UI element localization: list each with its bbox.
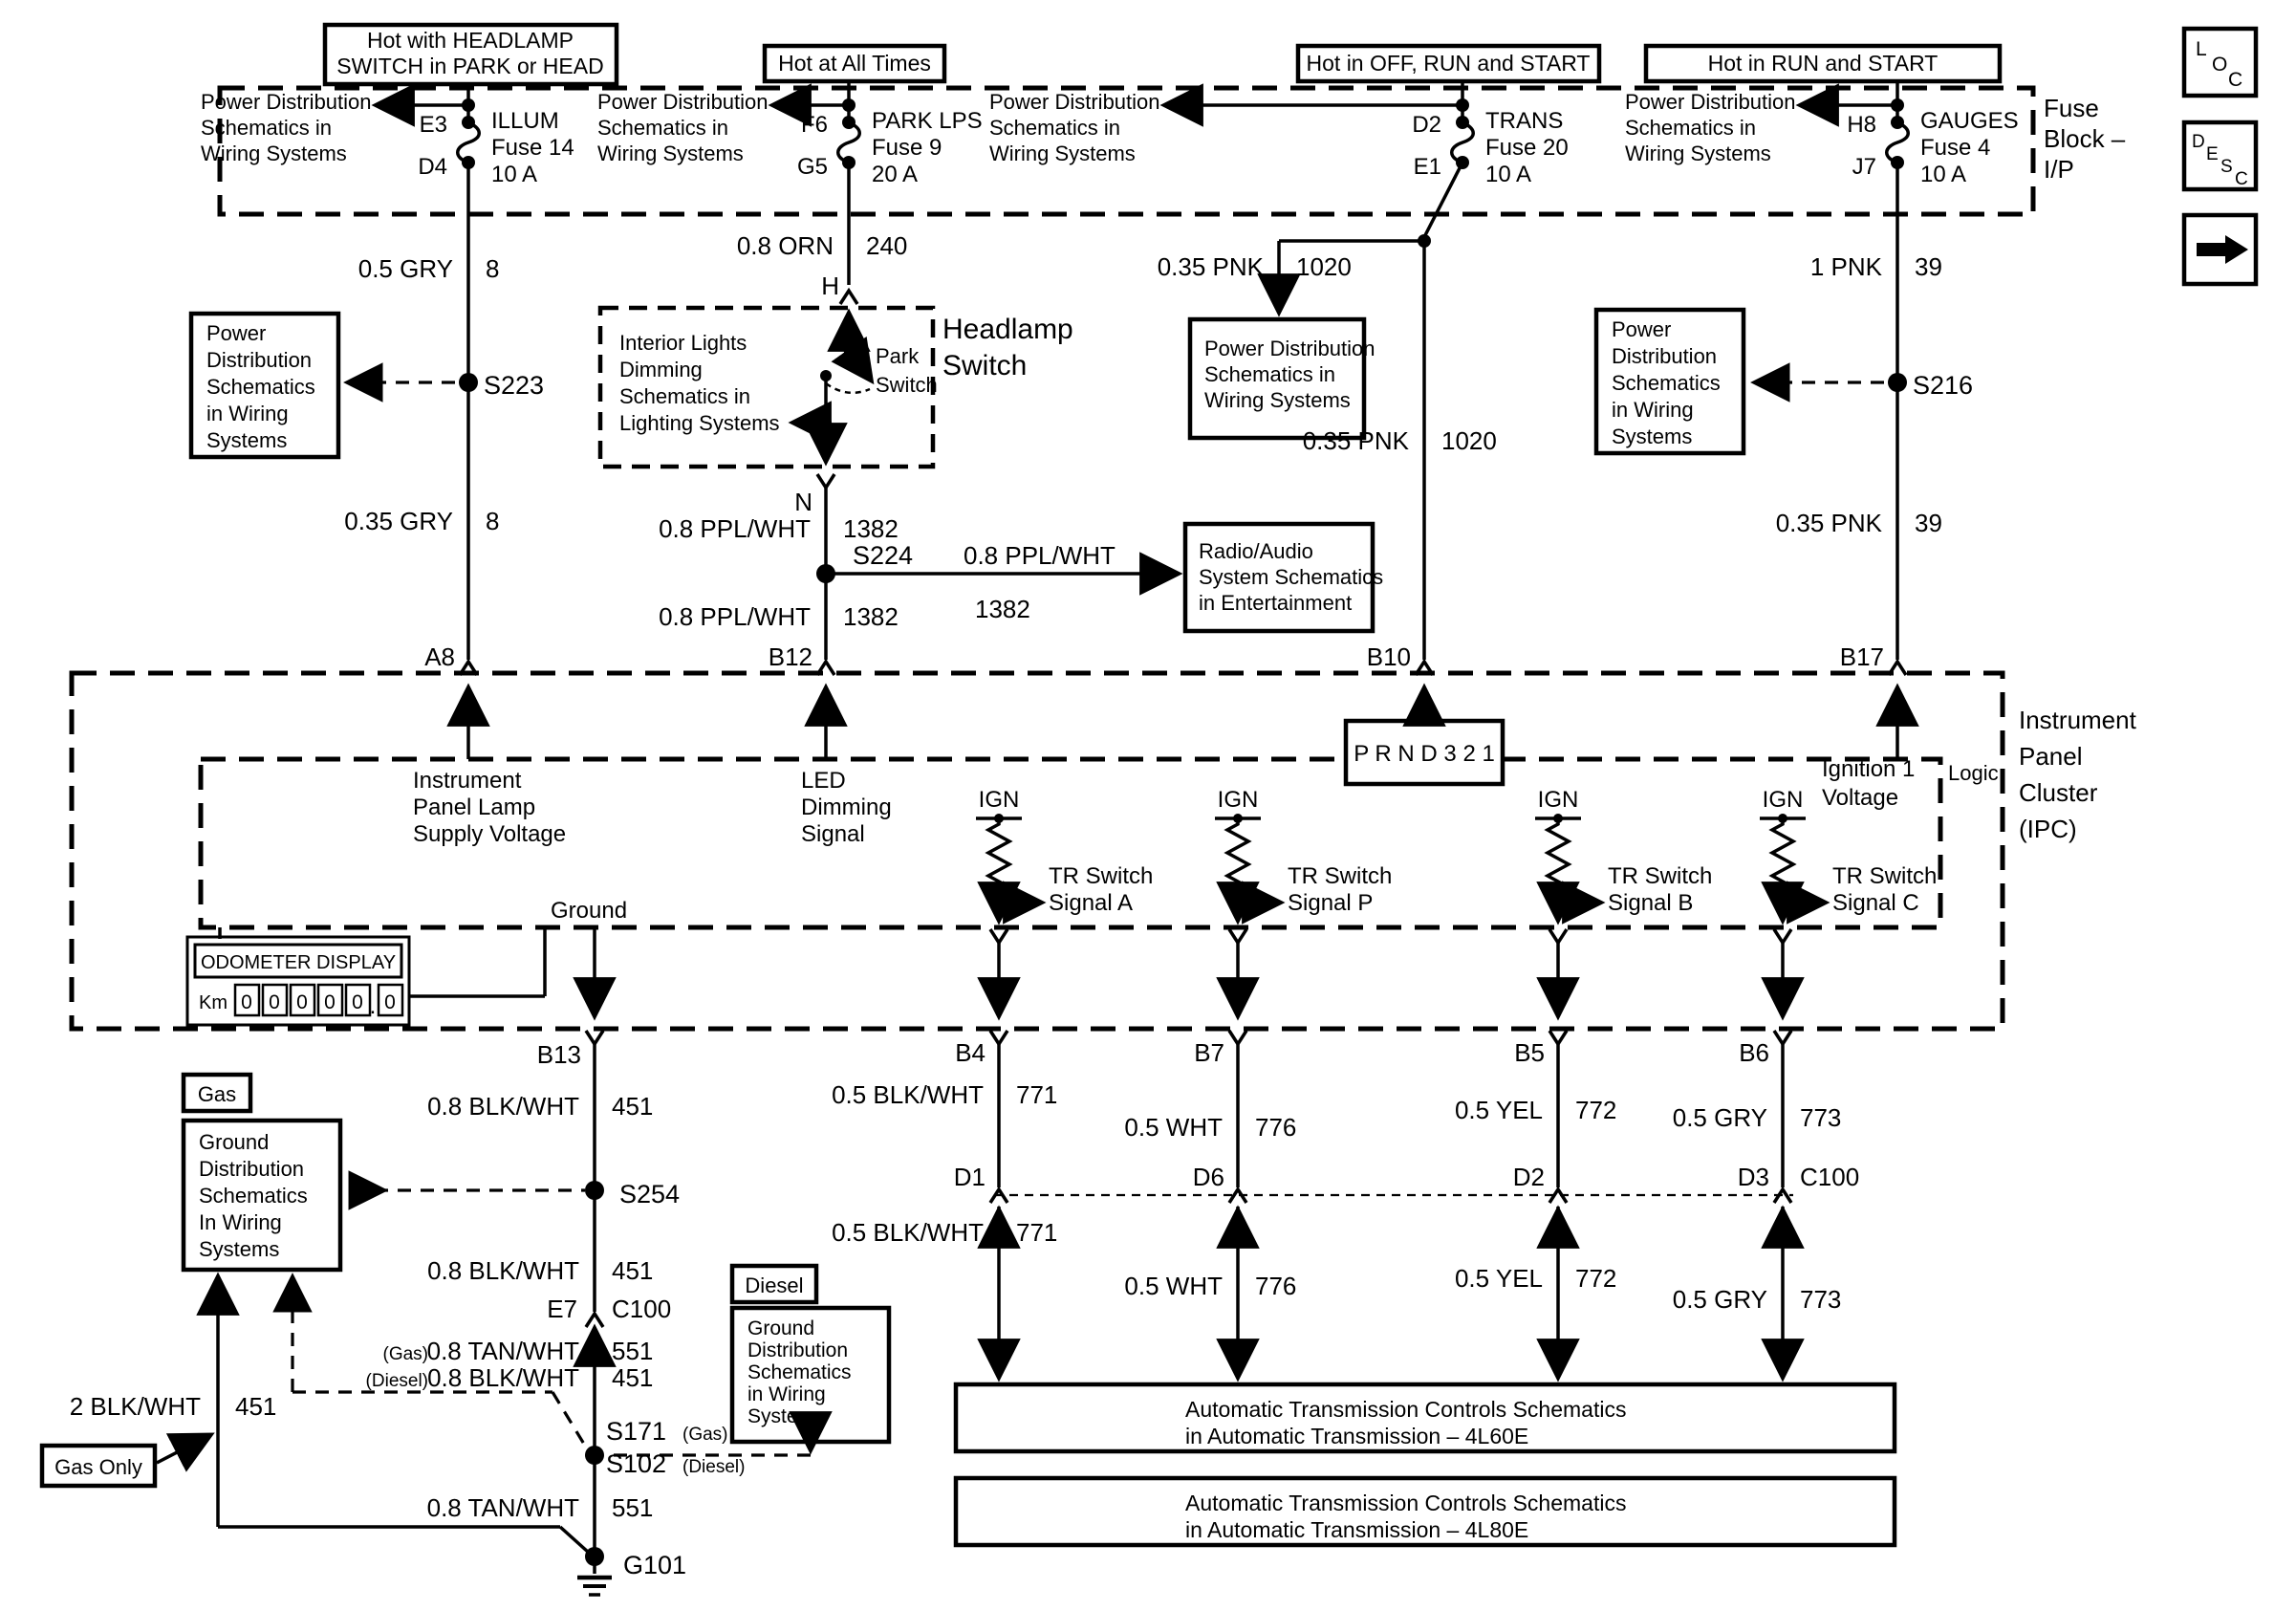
ipc-title: Cluster	[2019, 778, 2098, 807]
labels	[54, 28, 2248, 1579]
ipc-signal-label: Voltage	[1822, 785, 1899, 811]
headlamp-switch-label: Switch	[942, 350, 1028, 381]
splice-label: S102	[606, 1449, 667, 1478]
wire-label: 0.5 BLK/WHT	[832, 1080, 984, 1109]
ipc-signal-label: Supply Voltage	[413, 821, 567, 847]
fuse-pin: J7	[1852, 154, 1876, 180]
wire-label: 0.35 GRY	[344, 507, 453, 535]
tr-signal-label: Signal P	[1288, 890, 1374, 916]
wire-label: 773	[1800, 1285, 1842, 1314]
wire-label: 0.5 YEL	[1454, 1264, 1543, 1293]
splice-tag: (Gas)	[682, 1425, 728, 1445]
pin-label: B6	[1739, 1038, 1769, 1067]
fuse-name: GAUGES	[1920, 108, 2019, 134]
trans-note: in Automatic Transmission – 4L60E	[1185, 1424, 1529, 1448]
loc-icon-letter: L	[2196, 38, 2207, 60]
ipc-title: Panel	[2019, 742, 2083, 771]
gd-note-diesel: Ground	[747, 1317, 815, 1339]
tr-signal-label: TR Switch	[1832, 863, 1938, 889]
ipc-title: Instrument	[2019, 706, 2136, 734]
pin-label: B17	[1839, 642, 1884, 671]
park-switch-label: Park	[876, 344, 920, 368]
hot-label: Hot in OFF, RUN and START	[1306, 51, 1591, 76]
pd-note-tall: Schematics	[206, 375, 315, 399]
pd-note-tall: Systems	[206, 428, 288, 452]
pin-label: B4	[955, 1038, 986, 1067]
wire-label: 772	[1575, 1096, 1617, 1124]
wire-label: 551	[612, 1337, 654, 1365]
tr-signal-label: Signal B	[1608, 890, 1694, 916]
splice-label: S171	[606, 1417, 667, 1446]
wire-label: 0.8 PPL/WHT	[964, 541, 1116, 570]
wire-label: 551	[612, 1493, 654, 1522]
pd-note: Power Distribution	[597, 90, 769, 114]
gd-note-diesel: Distribution	[747, 1339, 849, 1361]
gd-note-gas: Systems	[199, 1237, 280, 1261]
wire-label: 39	[1915, 509, 1942, 537]
splice-label: S254	[619, 1180, 681, 1208]
ipc-signal-label: Panel Lamp	[413, 795, 536, 820]
wire-tag: (Diesel)	[365, 1371, 428, 1391]
illum-circuit-wiring	[350, 163, 478, 759]
pin-label: D6	[1192, 1163, 1224, 1191]
tr-signal-label: Signal C	[1832, 890, 1919, 916]
fuse-pin: F6	[800, 112, 828, 138]
fuse-pin: E1	[1413, 154, 1441, 180]
wire-label: 0.8 ORN	[736, 231, 834, 260]
hot-label: SWITCH in PARK or HEAD	[336, 54, 604, 78]
ipc-signal-label: Signal	[801, 821, 865, 847]
interior-note: Dimming	[619, 358, 703, 381]
pd-note-tall: in Wiring	[206, 402, 289, 425]
pd-note-tall: Distribution	[206, 348, 313, 372]
fuse-id: Fuse 4	[1920, 135, 1991, 161]
ign-label: IGN	[1217, 787, 1259, 813]
wire-label: 0.8 BLK/WHT	[427, 1363, 579, 1392]
wire-label: 8	[486, 254, 500, 283]
pin-label: E7	[547, 1295, 577, 1323]
pd-note-tall: in Wiring	[1612, 398, 1694, 422]
wire-label: 451	[235, 1392, 277, 1421]
gd-note-diesel: Systems	[747, 1405, 825, 1427]
wire-label: 240	[866, 231, 908, 260]
desc-icon-letter: C	[2235, 169, 2248, 189]
fuse-rating: 10 A	[1485, 162, 1532, 187]
pd-note-tall: Systems	[1612, 425, 1693, 448]
gd-note-gas: Ground	[199, 1130, 270, 1154]
fuse-id: Fuse 9	[872, 135, 942, 161]
odometer-digit: 0	[241, 991, 252, 1013]
hot-label: Hot in RUN and START	[1707, 51, 1939, 76]
diesel-tag: Diesel	[745, 1274, 804, 1297]
interior-note: Interior Lights	[619, 331, 747, 355]
pin-label: D1	[953, 1163, 986, 1191]
odometer-digit: 0	[269, 991, 280, 1013]
wire-label: 451	[612, 1363, 654, 1392]
tr-signal-label: Signal A	[1049, 890, 1134, 916]
gd-note-gas: Schematics	[199, 1184, 308, 1208]
gd-note-diesel: Schematics	[747, 1361, 852, 1383]
pin-label: B12	[768, 642, 812, 671]
fuse-rating: 20 A	[872, 162, 919, 187]
ipc-signal-label: LED	[801, 768, 846, 794]
trans-note: Automatic Transmission Controls Schematics	[1185, 1397, 1627, 1422]
pd-note: Schematics in	[597, 116, 728, 140]
pd-note: Power Distribution	[989, 90, 1160, 114]
pin-label: N	[794, 488, 812, 516]
odometer-decimal: .	[369, 993, 377, 1019]
wire-label: 1382	[843, 514, 899, 543]
pd-note-tall: Distribution	[1612, 344, 1718, 368]
odometer-digit: 0	[352, 991, 363, 1013]
splice-tag: (Diesel)	[682, 1457, 746, 1477]
wire-label: 0.5 BLK/WHT	[832, 1218, 984, 1247]
pd-note: Schematics in	[1625, 116, 1756, 140]
odometer-unit: Km	[199, 992, 227, 1013]
hot-label: Hot with HEADLAMP	[366, 28, 574, 53]
ground-label: Ground	[551, 898, 628, 924]
pd-note-tall: Power	[1612, 317, 1672, 341]
fuse-name: PARK LPS	[872, 108, 983, 134]
wire-label: 1 PNK	[1809, 252, 1882, 281]
fuse-block-label: I/P	[2044, 155, 2074, 184]
ign-label: IGN	[1537, 787, 1579, 813]
hot-label: Hot at All Times	[778, 51, 931, 76]
wire-label: 776	[1255, 1272, 1297, 1300]
fuse-pin: D2	[1412, 112, 1441, 138]
pd-note: Schematics in	[201, 116, 332, 140]
odometer-digit: 0	[384, 991, 396, 1013]
wire-label: 8	[486, 507, 500, 535]
tr-signal-label: TR Switch	[1049, 863, 1154, 889]
wire-label: 0.5 GRY	[357, 254, 453, 283]
ipc-box	[72, 673, 2003, 1029]
wire-label: 771	[1016, 1218, 1058, 1247]
splice-label: S223	[484, 371, 545, 400]
gas-tag: Gas	[197, 1082, 237, 1106]
pin-label: B13	[536, 1040, 581, 1069]
odometer-digit: 0	[324, 991, 336, 1013]
splice-label: S216	[1913, 371, 1974, 400]
desc-icon-letter: E	[2206, 144, 2219, 164]
wire-label: 0.5 GRY	[1672, 1285, 1767, 1314]
wire-label: 0.8 TAN/WHT	[426, 1493, 579, 1522]
wire-label: 0.8 BLK/WHT	[427, 1092, 579, 1121]
wire-label: 0.8 TAN/WHT	[426, 1337, 579, 1365]
ign-label: IGN	[1762, 787, 1804, 813]
pd-note-tall: Schematics	[1612, 371, 1721, 395]
wire-label: 0.35 PNK	[1775, 509, 1882, 537]
pin-label: B5	[1514, 1038, 1545, 1067]
fuse-pin: D4	[418, 154, 447, 180]
gas-only-tag: Gas Only	[54, 1455, 142, 1479]
wire-label: 0.5 GRY	[1672, 1103, 1767, 1132]
pd-note: Schematics in	[989, 116, 1120, 140]
pd-note: Wiring Systems	[989, 142, 1136, 165]
pd-note: Power Distribution	[201, 90, 372, 114]
logic-label: Logic	[1948, 761, 1999, 785]
fuse-pin: G5	[796, 154, 828, 180]
pin-label: C100	[612, 1295, 672, 1323]
wire-label: 2 BLK/WHT	[69, 1392, 201, 1421]
headlamp-switch-label: Headlamp	[942, 314, 1073, 345]
fuse-block-label: Block –	[2044, 124, 2126, 153]
trans-note: in Automatic Transmission – 4L80E	[1185, 1517, 1529, 1542]
wire-label: 773	[1800, 1103, 1842, 1132]
gd-note-gas: In Wiring	[199, 1210, 282, 1234]
pd-note-tall: Power	[206, 321, 267, 345]
wire-label: 776	[1255, 1113, 1297, 1142]
desc-icon-letter: S	[2220, 157, 2233, 177]
fuse-pin: E3	[419, 112, 447, 138]
interior-note: Schematics in	[619, 384, 750, 408]
fuse-block-label: Fuse	[2044, 94, 2099, 122]
wire-label: 0.5 WHT	[1124, 1113, 1223, 1142]
wire-label: 0.5 WHT	[1124, 1272, 1223, 1300]
radio-note: System Schematics	[1199, 565, 1384, 589]
gd-note-diesel: in Wiring	[747, 1383, 826, 1405]
interior-note: Lighting Systems	[619, 411, 780, 435]
radio-note: Radio/Audio	[1199, 539, 1313, 563]
pin-label: H	[821, 272, 839, 300]
wire-label: 1382	[975, 595, 1030, 623]
pd-note: Wiring Systems	[597, 142, 744, 165]
ipc-signal-label: Instrument	[413, 768, 522, 794]
ipc-title: (IPC)	[2019, 815, 2077, 843]
gd-note-gas: Distribution	[199, 1157, 305, 1181]
tr-signal-label: TR Switch	[1608, 863, 1713, 889]
pd-note-mid: Wiring Systems	[1204, 388, 1351, 412]
pd-note-mid: Power Distribution	[1204, 337, 1375, 360]
pin-label: A8	[424, 642, 455, 671]
radio-note: in Entertainment	[1199, 591, 1353, 615]
fuse-name: ILLUM	[491, 108, 559, 134]
wire-label: 0.5 YEL	[1454, 1096, 1543, 1124]
wire-label: 771	[1016, 1080, 1058, 1109]
pin-label: D2	[1512, 1163, 1545, 1191]
ipc-signal-label: Dimming	[801, 795, 892, 820]
wire-label: 0.8 PPL/WHT	[659, 514, 811, 543]
fuse-rating: 10 A	[491, 162, 538, 187]
fuse-pin: H8	[1847, 112, 1876, 138]
pd-note: Power Distribution	[1625, 90, 1796, 114]
pin-label: B10	[1366, 642, 1411, 671]
wire-label: 451	[612, 1092, 654, 1121]
pin-label: B7	[1194, 1038, 1224, 1067]
pd-note: Wiring Systems	[1625, 142, 1771, 165]
fuse-rating: 10 A	[1920, 162, 1967, 187]
odometer-title: ODOMETER DISPLAY	[200, 952, 397, 973]
fuse-id: Fuse 14	[491, 135, 574, 161]
tr-signal-label: TR Switch	[1288, 863, 1393, 889]
wire-label: 0.8 PPL/WHT	[659, 602, 811, 631]
pin-label: C100	[1800, 1163, 1860, 1191]
splice-label: G101	[623, 1551, 687, 1579]
wire-label: 1382	[843, 602, 899, 631]
wire-label: 1020	[1296, 252, 1352, 281]
loc-icon-letter: O	[2212, 54, 2228, 76]
wire-label: 0.35 PNK	[1157, 252, 1264, 281]
prnd321-label: P R N D 3 2 1	[1354, 741, 1495, 767]
wire-label: 451	[612, 1256, 654, 1285]
pd-note: Wiring Systems	[201, 142, 347, 165]
ipc-signal-label: Ignition 1	[1822, 756, 1916, 782]
loc-icon-letter: C	[2228, 69, 2243, 91]
wire-label: 0.35 PNK	[1302, 426, 1409, 455]
trans-note: Automatic Transmission Controls Schematics	[1185, 1491, 1627, 1515]
wire-label: 39	[1915, 252, 1942, 281]
desc-icon-letter: D	[2192, 132, 2205, 152]
wire-label: 0.8 BLK/WHT	[427, 1256, 579, 1285]
fuse-name: TRANS	[1485, 108, 1564, 134]
fuse-id: Fuse 20	[1485, 135, 1569, 161]
wire-label: 772	[1575, 1264, 1617, 1293]
wire-tag: (Gas)	[382, 1344, 428, 1364]
ign-label: IGN	[978, 787, 1020, 813]
wire-label: 1020	[1441, 426, 1497, 455]
park-lamp-circuit-wiring	[795, 163, 1176, 759]
odometer-digit: 0	[296, 991, 308, 1013]
forward-arrow-glyph	[2197, 235, 2248, 264]
pin-label: D3	[1737, 1163, 1769, 1191]
pd-note-mid: Schematics in	[1204, 362, 1335, 386]
splice-label: S224	[853, 541, 914, 570]
park-switch-label: Switch	[876, 373, 938, 397]
